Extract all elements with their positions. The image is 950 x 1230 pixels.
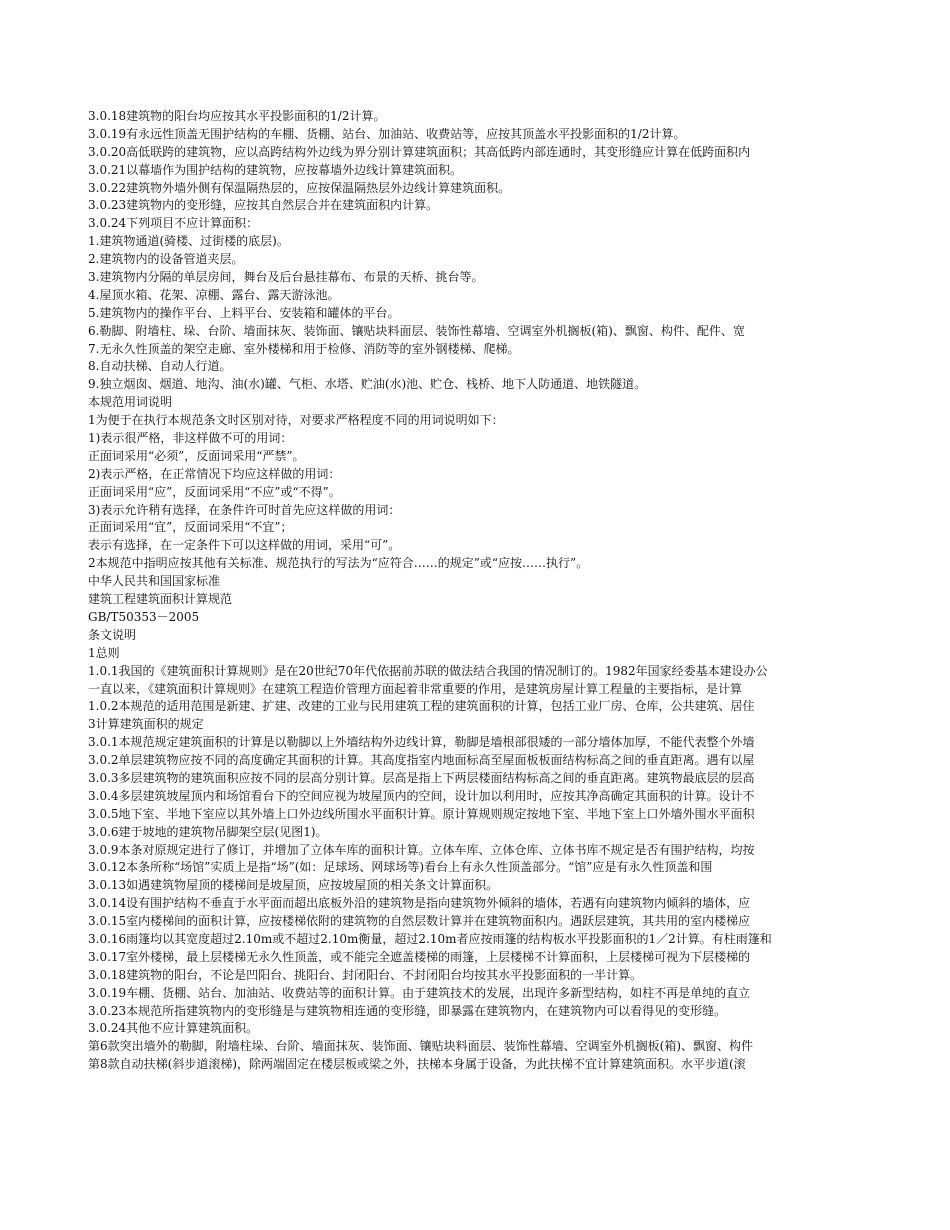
text-line: 3.0.22建筑物外墙外侧有保温隔热层的，应按保温隔热层外边线计算建筑面积。: [88, 180, 511, 195]
text-line: 1为便于在执行本规范条文时区别对待，对要求严格程度不同的用词说明如下：: [88, 413, 504, 428]
text-line: 2)表示严格，在正常情况下均应这样做的用词：: [88, 466, 341, 481]
text-line: 3.0.3多层建筑物的建筑面积应按不同的层高分别计算。层高是指上下两层楼面结构标高之间的垂直距离。建筑物最底层的层高: [88, 770, 755, 785]
text-line: 正面词采用“宜”，反面词采用“不宜”；: [88, 520, 293, 535]
text-line: 8.自动扶梯、自动人行道。: [88, 359, 232, 374]
text-line: 2本规范中指明应按其他有关标准、规范执行的写法为“应符合……的规定”或“应按……执行”。: [88, 556, 589, 571]
text-line: 建筑工程建筑面积计算规范: [88, 592, 233, 607]
text-line: 3.0.18建筑物的阳台均应按其水平投影面积的1/2计算。: [88, 109, 386, 123]
text-line: 1.0.2本规范的适用范围是新建、扩建、改建的工业与民用建筑工程的建筑面积的计算，包括工业厂房、仓库，公共建筑、居住: [88, 699, 755, 714]
text-line: 1)表示很严格，非这样做不可的用词：: [88, 431, 293, 446]
text-line: 3.0.19车棚、货棚、站台、加油站、收费站等的面积计算。由于建筑技术的发展，出现许多新型结构，如柱不再是单纯的直立: [88, 985, 751, 1000]
text-line: 3.0.9本条对原规定进行了修订，并增加了立体车库的面积计算。立体车库、立体仓库、立体书库不规定是否有围护结构，均按: [88, 842, 755, 857]
text-line: 3.0.16雨篷均以其宽度超过2.10m或不超过2.10m衡量，超过2.10m者应按雨篷的结构板水平投影面积的1／2计算。有柱雨篷和: [88, 931, 772, 946]
text-line: 中华人民共和国国家标准: [88, 574, 221, 589]
text-line: 正面词采用“应”，反面词采用“不应”或“不得”。: [88, 484, 341, 499]
text-line: 正面词采用“必须”，反面词采用“严禁”。: [88, 448, 305, 463]
text-line: 3.0.24其他不应计算建筑面积。: [88, 1021, 259, 1036]
text-line: 1总则: [88, 645, 120, 660]
text-line: 3.0.15室内楼梯间的面积计算，应按楼梯依附的建筑物的自然层数计算并在建筑物面积内。遇跃层建筑，其共用的室内楼梯应: [88, 914, 751, 929]
text-line: 3.0.20高低联跨的建筑物，应以高跨结构外边线为界分别计算建筑面积；其高低跨内部连通时，其变形缝应计算在低跨面积内: [88, 144, 751, 159]
text-line: 第6款突出墙外的勒脚，附墙柱垛、台阶、墙面抹灰、装饰面、镶贴块料面层、装饰性幕墙、空调室外机搁板(箱)、飘窗、构件: [88, 1039, 754, 1054]
text-line: 3.0.12本条所称“场馆”实质上是指“场”(如：足球场、网球场等)看台上有永久性顶盖部分。“馆”应是有永久性顶盖和围: [88, 860, 713, 875]
text-line: 3.0.13如遇建筑物屋顶的楼梯间是坡屋顶，应按坡屋顶的相关条文计算面积。: [88, 878, 499, 893]
text-line: 4.屋顶水箱、花架、凉棚、露台、露天游泳池。: [88, 287, 340, 302]
text-line: 2.建筑物内的设备管道夹层。: [88, 252, 244, 267]
text-line: 1.建筑物通道(骑楼、过街楼的底层)。: [88, 234, 289, 249]
text-line: 3计算建筑面积的规定: [88, 717, 204, 732]
text-line: 1.0.1我国的《建筑面积计算规则》是在20世纪70年代依据前苏联的做法结合我国的情况制订的。1982年国家经委基本建设办公: [88, 663, 768, 678]
text-line: 3.0.17室外楼梯，最上层楼梯无永久性顶盖，或不能完全遮盖楼梯的雨篷，上层楼梯不计算面积，上层楼梯可视为下层楼梯的: [88, 949, 751, 964]
text-line: 3.0.6建于坡地的建筑物吊脚架空层(见图1)。: [88, 824, 328, 839]
text-line: 3.0.2单层建筑物应按不同的高度确定其面积的计算。其高度指室内地面标高至屋面板板面结构标高之间的垂直距离。遇有以屋: [88, 753, 755, 768]
text-line: 3.0.1本规范规定建筑面积的计算是以勒脚以上外墙结构外边线计算，勒脚是墙根部很矮的一部分墙体加厚，不能代表整个外墙: [88, 735, 755, 750]
text-line: 3.0.5地下室、半地下室应以其外墙上口外边线所围水平面积计算。原计算规则规定按地下室、半地下室上口外墙外围水平面积: [88, 806, 755, 821]
text-line: 第8款自动扶梯(斜步道滚梯)，除两端固定在楼层板或梁之外，扶梯本身属于设备，为此扶梯不宜计算建筑面积。水平步道(滚: [88, 1057, 746, 1072]
text-line: 3.0.24下列项目不应计算面积：: [88, 216, 259, 231]
text-line: 6.勒脚、附墙柱、垛、台阶、墙面抹灰、装饰面、镶贴块料面层、装饰性幕墙、空调室外机搁板(箱)、飘窗、构件、配件、宽: [88, 323, 745, 338]
text-line: GB/T50353－2005: [88, 609, 200, 624]
text-line: 7.无永久性顶盖的架空走廊、室外楼梯和用于检修、消防等的室外钢楼梯、爬梯。: [88, 341, 520, 356]
text-line: 3.0.21以幕墙作为围护结构的建筑物，应按幕墙外边线计算建筑面积。: [88, 162, 463, 177]
text-line: 本规范用词说明: [88, 395, 173, 410]
text-line: 3.建筑物内分隔的单层房间，舞台及后台悬挂幕布、布景的天桥、挑台等。: [88, 270, 484, 285]
text-line: 3.0.14设有围护结构不垂直于水平面而超出底板外沿的建筑物是指向建筑物外倾斜的墙体，若遇有向建筑物内倾斜的墙体，应: [88, 896, 751, 911]
text-line: 5.建筑物内的操作平台、上料平台、安装箱和罐体的平台。: [88, 305, 400, 320]
text-line: 3.0.23建筑物内的变形缝，应按其自然层合并在建筑面积内计算。: [88, 198, 439, 213]
text-line: 3.0.18建筑物的阳台，不论是凹阳台、挑阳台、封闭阳台、不封闭阳台均按其水平投影面积的一半计算。: [88, 967, 643, 982]
text-line: 一直以来，《建筑面积计算规则》在建筑工程造价管理方面起着非常重要的作用，是建筑房屋计算工程量的主要指标，是计算: [88, 681, 743, 696]
document-text-body: [88, 108, 860, 1074]
text-line: 表示有选择，在一定条件下可以这样做的用词，采用“可”。: [88, 538, 401, 553]
text-line: 3.0.19有永远性顶盖无围护结构的车棚、货棚、站台、加油站、收费站等，应按其顶盖水平投影面积的1/2计算。: [88, 126, 686, 141]
text-line: 3)表示允许稍有选择，在条件许可时首先应这样做的用词：: [88, 502, 401, 517]
text-line: 9.独立烟囱、烟道、地沟、油(水)罐、气柜、水塔、贮油(水)池、贮仓、栈桥、地下人防通道、地铁隧道。: [88, 377, 647, 392]
text-line: 3.0.23本规范所指建筑物内的变形缝是与建筑物相连通的变形缝，即暴露在建筑物内，在建筑物内可以看得见的变形缝。: [88, 1003, 727, 1018]
text-line: 3.0.4多层建筑坡屋顶内和场馆看台下的空间应视为坡屋顶内的空间，设计加以利用时，应按其净高确定其面积的计算。设计不: [88, 788, 755, 803]
text-line: 条文说明: [88, 627, 137, 642]
